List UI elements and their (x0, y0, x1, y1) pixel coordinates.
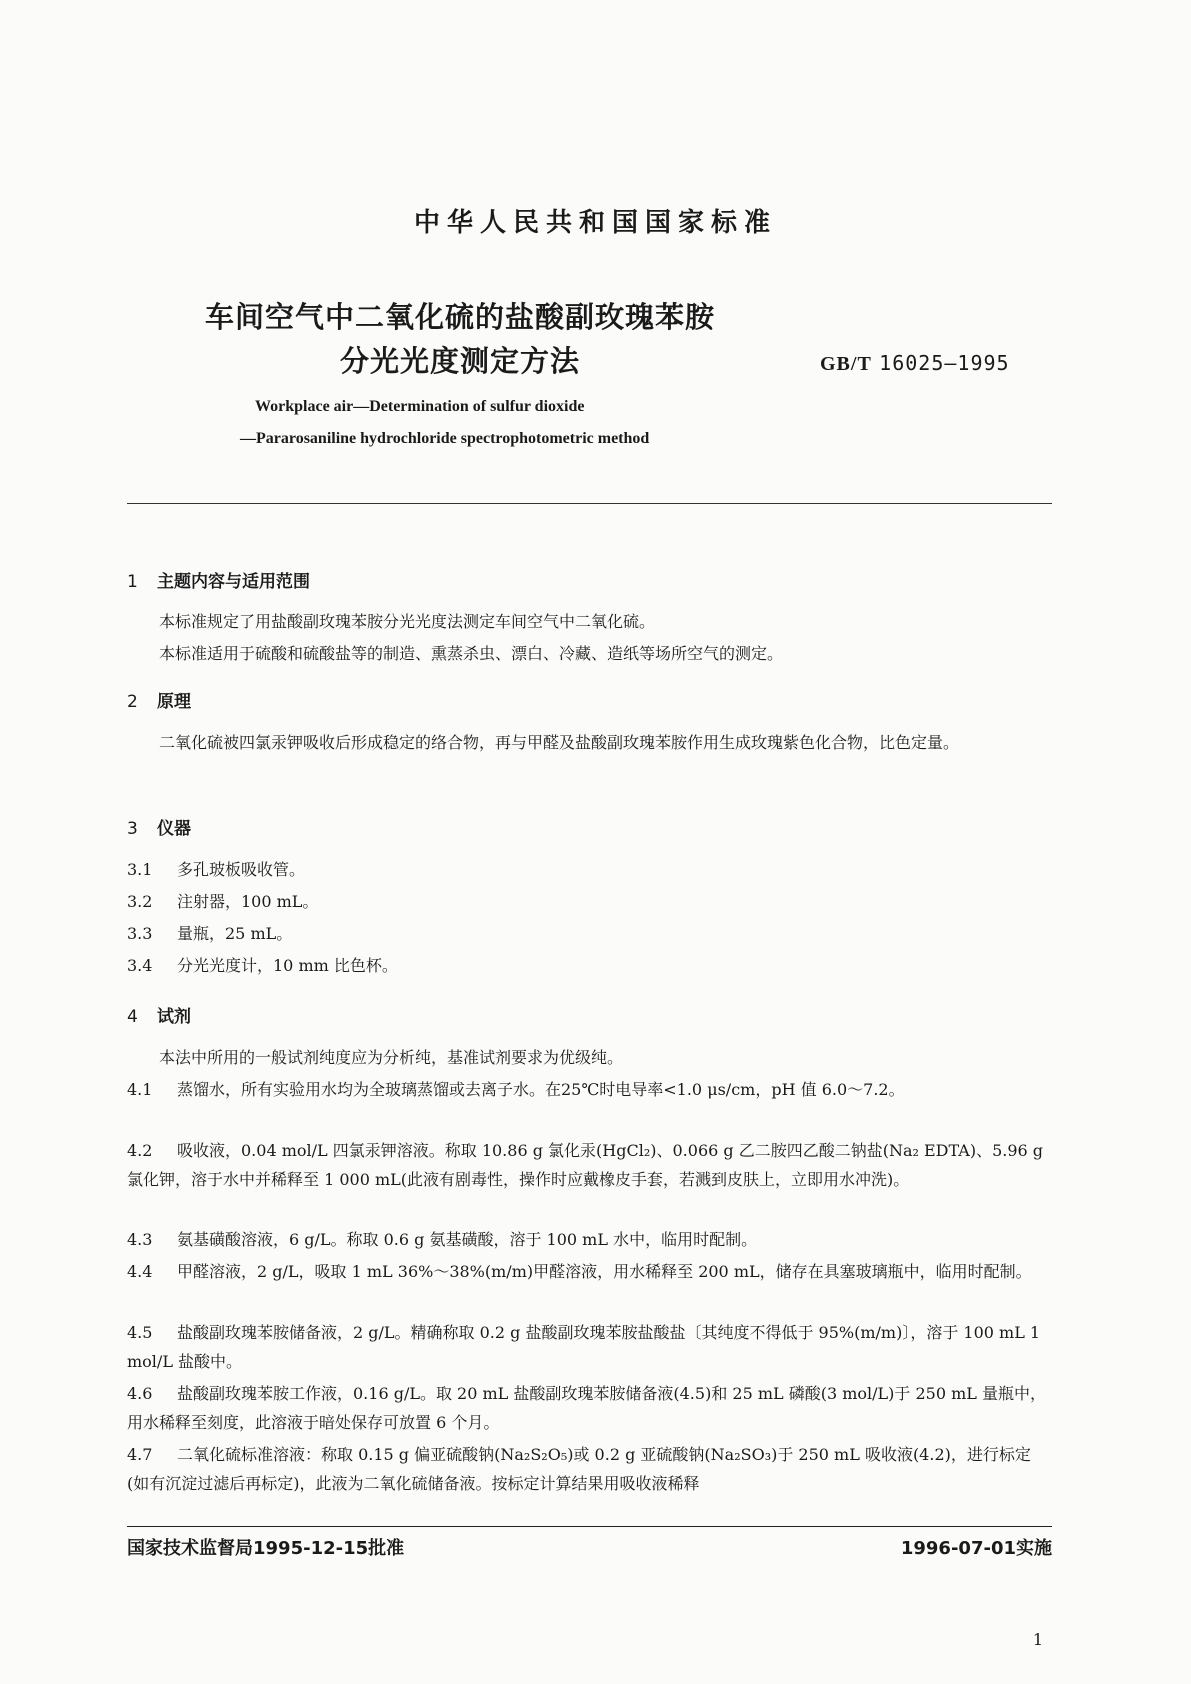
item-number: 4.4 (127, 1262, 153, 1281)
item-number: 4.6 (127, 1384, 153, 1403)
english-title-line-2: —Pararosaniline hydrochloride spectrophotometric method (240, 430, 650, 447)
item-number: 4.7 (127, 1445, 153, 1464)
english-title-line-1: Workplace air—Determination of sulfur dioxide (255, 398, 585, 415)
paragraph: 本标准适用于硫酸和硫酸盐等的制造、熏蒸杀虫、漂白、冷藏、造纸等场所空气的测定。 (159, 644, 784, 663)
title-line-2: 分光光度测定方法 (340, 344, 581, 378)
standard-number (820, 351, 1010, 376)
section-number: 1 (127, 572, 138, 592)
item-text: 二氧化硫标准溶液：称取 0.15 g 偏亚硫酸钠(Na₂S₂O₅)或 0.2 g 亚硫酸钠(Na₂SO₃)于 250 mL 吸收液(4.2)，进行标定(如有沉淀过滤后再标定)，此液为二氧化硫储备液。按标定计算结果用吸收液稀释 (127, 1445, 1031, 1493)
header-divider (127, 503, 1052, 504)
paragraph: 本标准规定了用盐酸副玫瑰苯胺分光光度法测定车间空气中二氧化硫。 (159, 612, 656, 631)
item-number: 4.1 (127, 1080, 153, 1099)
item-number: 4.2 (127, 1141, 153, 1160)
section-heading-4 (127, 1002, 191, 1027)
item-text: 吸收液，0.04 mol/L 四氯汞钾溶液。称取 10.86 g 氯化汞(HgCl₂)、0.066 g 乙二胺四乙酸二钠盐(Na₂ EDTA)、5.96 g 氯化钾，溶于水中并稀释至 1 000 mL(此液有剧毒性，操作时应戴橡皮手套，若溅到皮肤上，立即用水冲洗)。 (127, 1141, 1044, 1189)
item-text: 甲醛溶液，2 g/L，吸取 1 mL 36%～38%(m/m)甲醛溶液，用水稀释至 200 mL，储存在具塞玻璃瓶中，临用时配制。 (177, 1262, 1032, 1281)
list-item (127, 1075, 1052, 1104)
item-number: 3.2 (127, 892, 153, 911)
item-text: 分光光度计，10 mm 比色杯。 (177, 956, 398, 975)
list-item (127, 1318, 1052, 1376)
paragraph: 二氧化硫被四氯汞钾吸收后形成稳定的络合物，再与甲醛及盐酸副玫瑰苯胺作用生成玫瑰紫色化合物，比色定量。 (159, 733, 960, 752)
list-item (127, 1440, 1052, 1498)
item-text: 注射器，100 mL。 (177, 892, 319, 911)
paragraph: 本法中所用的一般试剂纯度应为分析纯，基准试剂要求为优级纯。 (159, 1048, 624, 1067)
list-item (127, 1379, 1052, 1437)
section-number: 3 (127, 819, 138, 839)
standard-code: 16025—1995 (879, 351, 1010, 375)
title-line-1: 车间空气中二氧化硫的盐酸副玫瑰苯胺 (205, 300, 716, 334)
item-number: 3.1 (127, 860, 153, 879)
item-text: 盐酸副玫瑰苯胺储备液，2 g/L。精确称取 0.2 g 盐酸副玫瑰苯胺盐酸盐〔其纯度不得低于 95%(m/m)〕，溶于 100 mL 1 mol/L 盐酸中。 (127, 1323, 1041, 1371)
list-item (127, 951, 1052, 980)
section-heading-3 (127, 814, 191, 839)
section-number: 2 (127, 692, 138, 712)
list-item (127, 919, 1052, 948)
list-item (127, 1225, 1052, 1254)
list-item (127, 1136, 1052, 1194)
standard-prefix: GB/T (820, 353, 872, 375)
item-text: 盐酸副玫瑰苯胺工作液，0.16 g/L。取 20 mL 盐酸副玫瑰苯胺储备液(4.5)和 25 mL 磷酸(3 mol/L)于 250 mL 量瓶中，用水稀释至刻度，此溶液于暗处保存可放置 6 个月。 (127, 1384, 1047, 1432)
section-title: 仪器 (157, 819, 191, 839)
section-title: 主题内容与适用范围 (157, 572, 310, 592)
footer-divider (127, 1526, 1052, 1527)
item-number: 4.5 (127, 1323, 153, 1342)
section-title: 原理 (157, 692, 191, 712)
item-text: 蒸馏水，所有实验用水均为全玻璃蒸馏或去离子水。在25℃时电导率<1.0 μs/cm，pH 值 6.0～7.2。 (177, 1080, 905, 1099)
item-text: 量瓶，25 mL。 (177, 924, 293, 943)
implementation-date: 1996-07-01实施 (900, 1538, 1052, 1559)
page-number: 1 (1032, 1630, 1043, 1649)
item-number: 3.3 (127, 924, 153, 943)
item-number: 4.3 (127, 1230, 153, 1249)
section-heading-1 (127, 567, 310, 592)
national-standard-heading: 中华人民共和国国家标准 (413, 208, 777, 238)
item-number: 3.4 (127, 956, 153, 975)
list-item (127, 887, 1052, 916)
section-title: 试剂 (157, 1007, 191, 1027)
item-text: 多孔玻板吸收管。 (177, 860, 306, 879)
section-number: 4 (127, 1007, 138, 1027)
approval-note: 国家技术监督局1995-12-15批准 (127, 1538, 405, 1559)
section-heading-2 (127, 687, 191, 712)
list-item (127, 1257, 1052, 1286)
item-text: 氨基磺酸溶液，6 g/L。称取 0.6 g 氨基磺酸，溶于 100 mL 水中，临用时配制。 (177, 1230, 758, 1249)
list-item (127, 855, 1052, 884)
